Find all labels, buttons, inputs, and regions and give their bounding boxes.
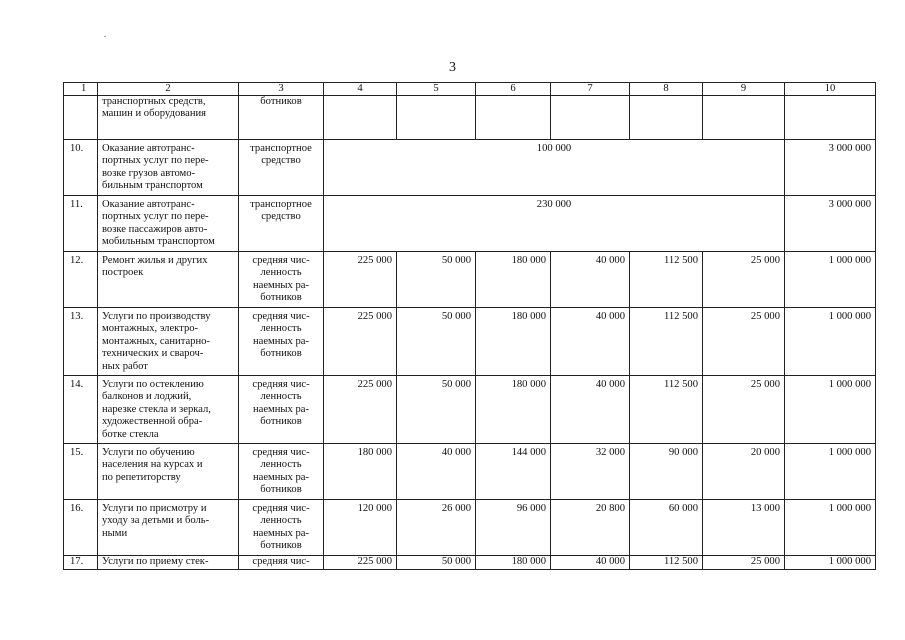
value-col-9: 13 000 (703, 500, 785, 556)
value-col-5: 50 000 (397, 376, 476, 444)
col-header: 10 (785, 83, 876, 96)
table-row (64, 196, 876, 252)
value-col-7: 40 000 (551, 308, 630, 376)
unit-name: средняя чис- ленность наемных ра- ботников (239, 376, 324, 444)
value-col-7: 40 000 (551, 376, 630, 444)
unit-name: транспортное средство (239, 196, 324, 252)
value-col-4: 225 000 (324, 376, 397, 444)
value-col-4: 180 000 (324, 444, 397, 500)
value-col-5: 26 000 (397, 500, 476, 556)
value-col-10: 1 000 000 (785, 500, 876, 556)
col-header: 7 (551, 83, 630, 96)
value-col-7: 40 000 (551, 252, 630, 308)
value-col-4: 225 000 (324, 556, 397, 570)
activity-name: Оказание автотранс- портных услуг по пере- возке грузов автомо- бильным транспортом (98, 140, 239, 196)
tariff-table (63, 82, 876, 570)
value-col-7: 32 000 (551, 444, 630, 500)
col-header: 9 (703, 83, 785, 96)
row-number: 15. (64, 444, 98, 500)
value-col-8: 112 500 (630, 556, 703, 570)
value-col-8: 112 500 (630, 252, 703, 308)
col-header: 8 (630, 83, 703, 96)
value-col-5: 40 000 (397, 444, 476, 500)
value-col-9: 25 000 (703, 556, 785, 570)
unit-name: средняя чис- ленность наемных ра- ботников (239, 308, 324, 376)
value-col-5: 50 000 (397, 308, 476, 376)
activity-name: Услуги по обучению населения на курсах и по репетиторству (98, 444, 239, 500)
col-header: 6 (476, 83, 551, 96)
table-row (64, 308, 876, 376)
activity-name: Услуги по приему стек- (98, 556, 239, 570)
value-col-8: 60 000 (630, 500, 703, 556)
table-row-continued (64, 96, 876, 140)
table-row (64, 500, 876, 556)
value-col-10: 1 000 000 (785, 376, 876, 444)
row-number: 13. (64, 308, 98, 376)
activity-name: Оказание автотранс- портных услуг по пере- возке пассажиров авто- мобильным транспортом (98, 196, 239, 252)
total-value: 3 000 000 (785, 140, 876, 196)
col-header: 4 (324, 83, 397, 96)
unit-name: средняя чис- ленность наемных ра- ботников (239, 444, 324, 500)
value-col-6: 96 000 (476, 500, 551, 556)
row-number: 11. (64, 196, 98, 252)
value-col-4: 225 000 (324, 252, 397, 308)
merged-value: 230 000 (324, 196, 785, 252)
value-col-10: 1 000 000 (785, 308, 876, 376)
activity-name: Услуги по производству монтажных, электро- монтажных, санитарно- технических и свароч- ных работ (98, 308, 239, 376)
row-number: 10. (64, 140, 98, 196)
activity-name: транспортных средств, машин и оборудования (98, 96, 239, 140)
value-col-4: 120 000 (324, 500, 397, 556)
value-col-5: 50 000 (397, 556, 476, 570)
value-col-6: 180 000 (476, 308, 551, 376)
col-header: 5 (397, 83, 476, 96)
value-col-10: 1 000 000 (785, 252, 876, 308)
unit-name: средняя чис- ленность наемных ра- ботников (239, 500, 324, 556)
value-col-6: 180 000 (476, 252, 551, 308)
table-row (64, 140, 876, 196)
col-header: 3 (239, 83, 324, 96)
col-header: 1 (64, 83, 98, 96)
col-header: 2 (98, 83, 239, 96)
unit-name: средняя чис- (239, 556, 324, 570)
unit-name: ботников (239, 96, 324, 140)
table-row (64, 444, 876, 500)
row-number: 14. (64, 376, 98, 444)
value-col-6: 144 000 (476, 444, 551, 500)
column-number-header (64, 83, 876, 96)
activity-name: Услуги по присмотру и уходу за детьми и боль- ными (98, 500, 239, 556)
value-col-4: 225 000 (324, 308, 397, 376)
value-col-9: 25 000 (703, 308, 785, 376)
value-col-9: 25 000 (703, 376, 785, 444)
page-number: 3 (449, 60, 456, 75)
value-col-9: 25 000 (703, 252, 785, 308)
value-col-8: 112 500 (630, 308, 703, 376)
table-row (64, 556, 876, 570)
activity-name: Ремонт жилья и других построек (98, 252, 239, 308)
value-col-10: 1 000 000 (785, 556, 876, 570)
value-col-7: 40 000 (551, 556, 630, 570)
value-col-8: 112 500 (630, 376, 703, 444)
value-col-5: 50 000 (397, 252, 476, 308)
unit-name: средняя чис- ленность наемных ра- ботников (239, 252, 324, 308)
table-row (64, 376, 876, 444)
merged-value: 100 000 (324, 140, 785, 196)
activity-name: Услуги по остеклению балконов и лоджий, нарезке стекла и зеркал, художественной обра- ботке стекла (98, 376, 239, 444)
row-number (64, 96, 98, 140)
value-col-8: 90 000 (630, 444, 703, 500)
value-col-6: 180 000 (476, 556, 551, 570)
value-col-10: 1 000 000 (785, 444, 876, 500)
table-row (64, 252, 876, 308)
scan-speck (104, 36, 106, 37)
row-number: 17. (64, 556, 98, 570)
unit-name: транспортное средство (239, 140, 324, 196)
value-col-6: 180 000 (476, 376, 551, 444)
row-number: 12. (64, 252, 98, 308)
value-col-9: 20 000 (703, 444, 785, 500)
total-value: 3 000 000 (785, 196, 876, 252)
value-col-7: 20 800 (551, 500, 630, 556)
row-number: 16. (64, 500, 98, 556)
